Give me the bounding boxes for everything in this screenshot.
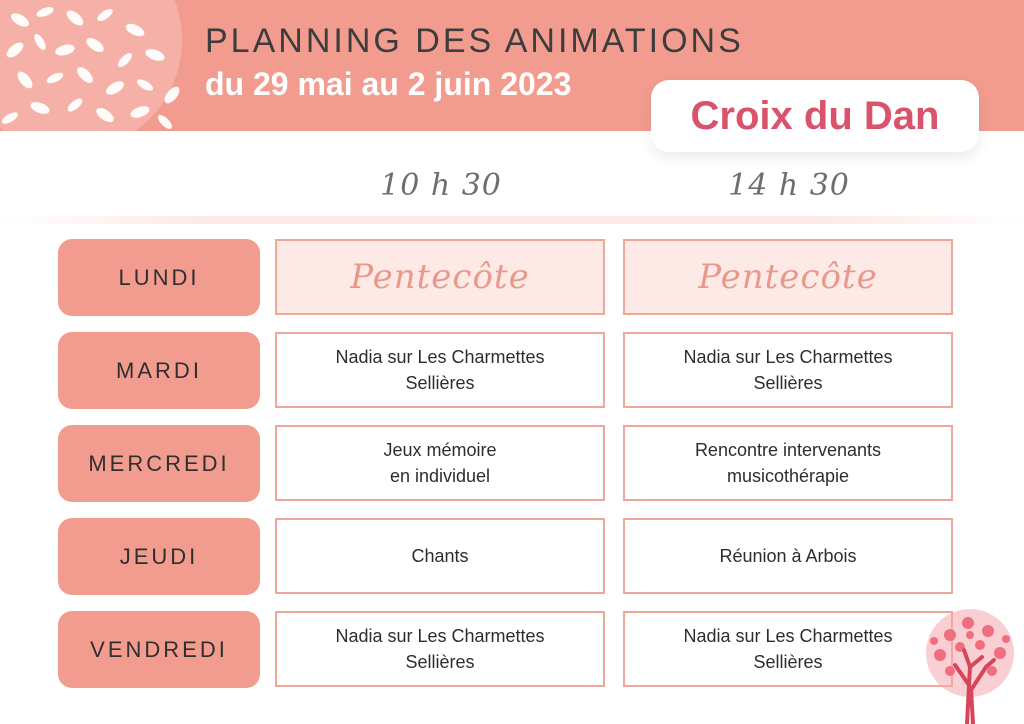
day-label-mardi: MARDI (58, 332, 260, 409)
schedule-cell (275, 425, 605, 501)
schedule-cell (275, 611, 605, 687)
activity-line: Sellières (405, 373, 475, 393)
activity-line: Jeux mémoire (383, 440, 497, 460)
schedule-cell (275, 239, 605, 315)
schedule-cell (623, 239, 953, 315)
activity-line: Nadia sur Les Charmettes (335, 347, 545, 367)
divider (0, 216, 1024, 224)
activity-line: en individuel (389, 466, 491, 486)
activity-line: Nadia sur Les Charmettes (683, 626, 893, 646)
column-header-morning: 10 h 30 (380, 168, 502, 203)
day-label-mercredi: MERCREDI (58, 425, 260, 502)
holiday-label: Pentecôte (698, 257, 878, 297)
tree-icon (920, 605, 1020, 724)
schedule-cell (623, 332, 953, 408)
activity-line: musicothérapie (726, 466, 850, 486)
activity-line: Sellières (405, 652, 475, 672)
site-badge (651, 80, 979, 152)
activity-line: Réunion à Arbois (719, 546, 857, 566)
activity-line: Rencontre intervenants (694, 440, 882, 460)
activity-line: Sellières (753, 373, 823, 393)
site-name: Croix du Dan (690, 93, 940, 138)
schedule-cell (275, 332, 605, 408)
leaf-cluster-icon (0, 0, 195, 131)
page-title: PLANNING DES ANIMATIONS (205, 22, 744, 60)
schedule-cell (623, 611, 953, 687)
schedule-cell (623, 518, 953, 594)
activity-line: Nadia sur Les Charmettes (683, 347, 893, 367)
date-range: du 29 mai au 2 juin 2023 (205, 66, 572, 102)
activity-line: Chants (411, 546, 469, 566)
activity-line: Sellières (753, 652, 823, 672)
day-label-jeudi: JEUDI (58, 518, 260, 595)
activity-line: Nadia sur Les Charmettes (335, 626, 545, 646)
column-header-afternoon: 14 h 30 (728, 168, 850, 203)
holiday-label: Pentecôte (350, 257, 530, 297)
schedule-cell (623, 425, 953, 501)
day-label-lundi: LUNDI (58, 239, 260, 316)
day-label-vendredi: VENDREDI (58, 611, 260, 688)
schedule-cell (275, 518, 605, 594)
